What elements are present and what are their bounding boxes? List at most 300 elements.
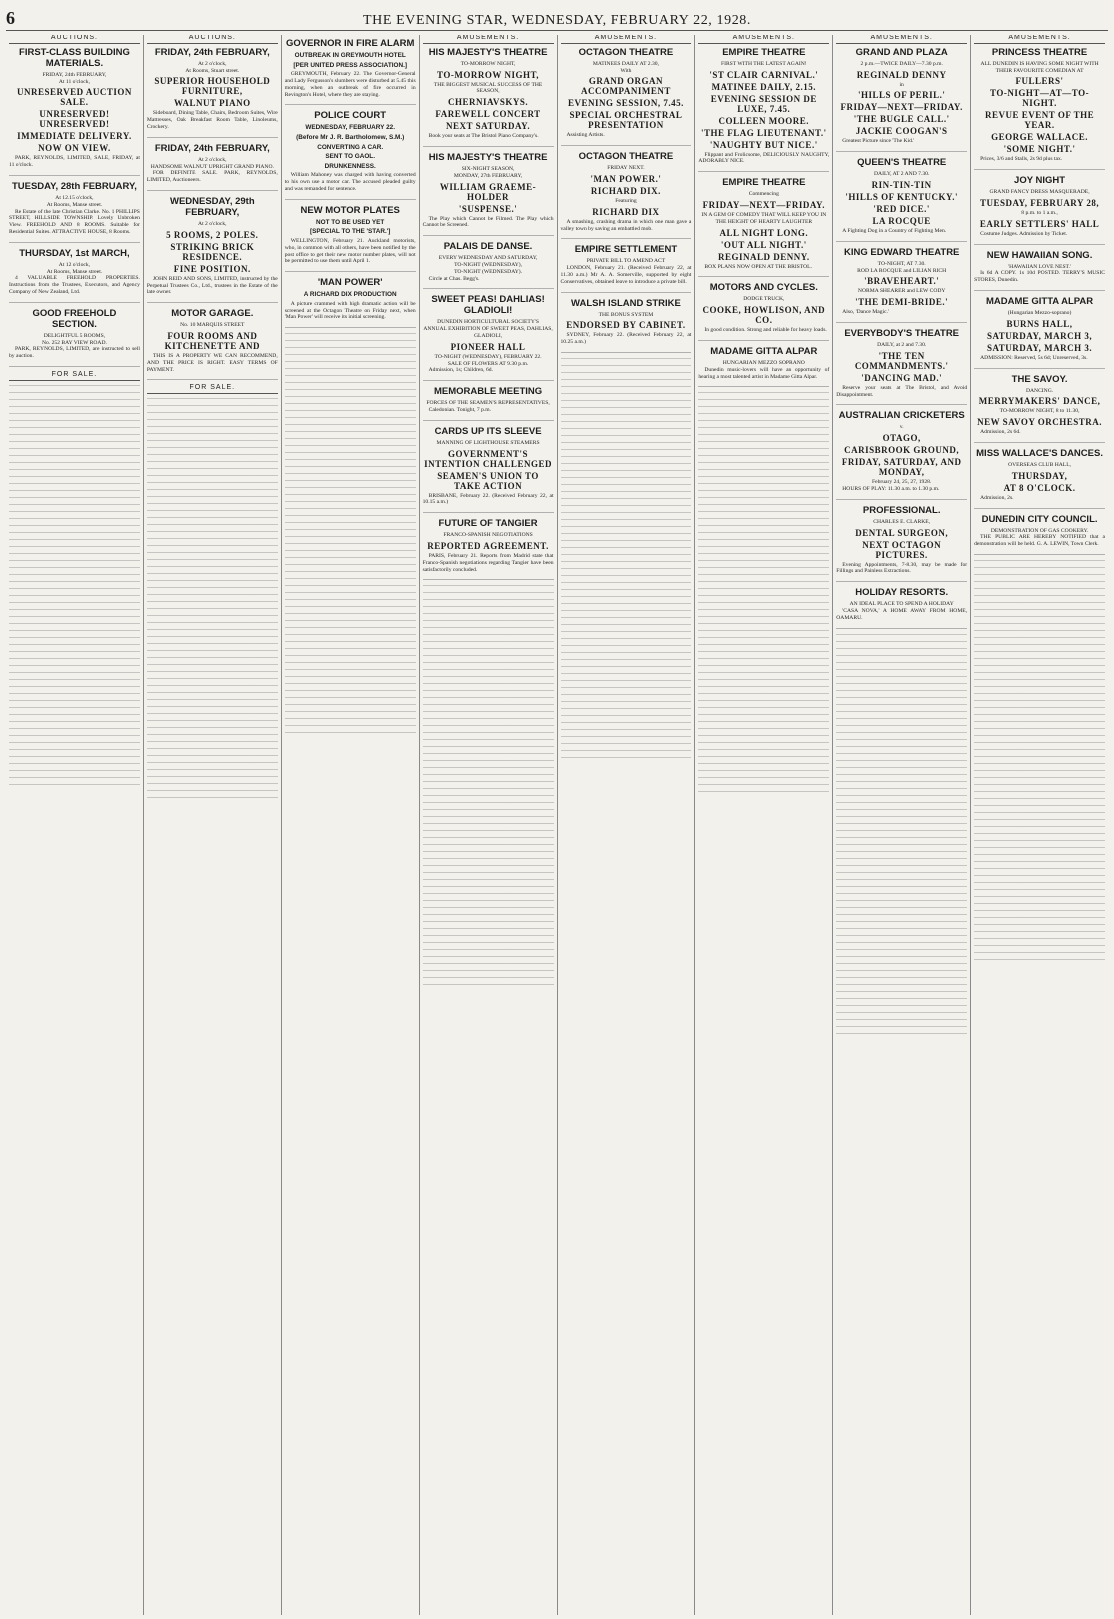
article-headline: HIS MAJESTY'S THEATRE [428, 151, 548, 163]
article [423, 241, 554, 289]
article [423, 518, 554, 580]
paragraph: Dunedin music-lovers will have an opportunity of hearing a most talented artist in Madame Gitta Alpar. [698, 366, 830, 380]
ad-line: STRIKING BRICK RESIDENCE. [170, 241, 255, 262]
article-subhead: WEDNESDAY, FEBRUARY 22. [305, 124, 395, 132]
column-text-filler [285, 333, 416, 733]
ad-line: 'THE DEMI-BRIDE.' [855, 297, 949, 308]
article-headline: THE SAVOY. [1011, 373, 1068, 385]
ad-line: THURSDAY, [1011, 470, 1068, 481]
ad-line: IN A GEM OF COMEDY THAT WILL KEEP YOU IN THE HEIGHT OF HEARTY LAUGHTER [701, 211, 827, 225]
ad-line: NEXT SATURDAY. [446, 121, 531, 132]
article-body [561, 332, 692, 346]
article-subhead: DRUNKENNESS. [324, 162, 376, 170]
paragraph: FOR DEFINITE SALE. PARK, REYNOLDS, LIMITED, Auctioneers. [146, 170, 278, 184]
article-subhead: CONVERTING A CAR. [317, 143, 384, 151]
ad-line: TO-MORROW NIGHT, [437, 69, 540, 80]
article-headline: GOVERNOR IN FIRE ALARM [285, 38, 415, 49]
paragraph: HOURS OF PLAY: 11.30 a.m. to 1.30 p.m. [842, 485, 940, 492]
article [9, 181, 140, 243]
ad-line: At 11 o'clock, [58, 78, 90, 85]
column-text-filler [423, 585, 554, 985]
ad-line: TO-NIGHT, AT 7.30. [877, 260, 926, 267]
article-body [285, 71, 416, 98]
article-headline: POLICE COURT [314, 110, 387, 122]
paragraph: PARK, REYNOLDS, LIMITED, are instructed to sell by auction. [9, 346, 140, 360]
ad-line: COOKE, HOWLISON, AND CO. [702, 305, 826, 326]
ad-line: 'THE BUGLE CALL.' [853, 114, 950, 125]
ad-line: 'OUT ALL NIGHT.' [720, 239, 807, 250]
ad-line: 'SOME NIGHT.' [1003, 144, 1076, 155]
ad-line: ALL DUNEDIN IS HAVING SOME NIGHT WITH THEIR FAVOURITE COMEDIAN AT [980, 60, 1099, 74]
paragraph: BRISBANE, February 22. (Received February 22, at 10.15 a.m.) [422, 492, 554, 506]
column-8 [971, 35, 1108, 1615]
article-body [561, 132, 692, 139]
article-headline: FRIDAY, 24th FEBRUARY, [154, 142, 270, 154]
article [836, 587, 967, 628]
article-headline: 'MAN POWER' [317, 277, 383, 289]
article-body [423, 133, 554, 140]
paragraph: BOX PLANS NOW OPEN AT THE BRISTOL. [704, 263, 812, 270]
ad-line: At 12.15 o'clock, [55, 194, 94, 201]
article [423, 47, 554, 147]
ad-line: SPECIAL ORCHESTRAL PRESENTATION [569, 110, 683, 131]
paragraph: JOHN REID AND SONS, LIMITED, instructed by the Perpetual Trustees Co., Ltd., trustees in the Estate of the late owner. [146, 275, 278, 296]
article-headline: SWEET PEAS! DAHLIAS! GLADIOLI! [431, 294, 545, 317]
article-body [561, 219, 692, 233]
article [285, 277, 416, 328]
column-5 [558, 35, 696, 1615]
paragraph: In good condition. Strong and reliable for heavy loads. [704, 327, 827, 334]
column-text-filler [836, 634, 967, 1034]
article-body [285, 238, 416, 265]
ad-line: DANCING. [1025, 387, 1054, 394]
column-header: AMUSEMENTS. [974, 35, 1105, 44]
ad-line: DAILY, AT 2 AND 7.30. [874, 171, 930, 178]
ad-line: AT 8 O'CLOCK. [1003, 482, 1076, 493]
article [698, 282, 829, 341]
article-body [974, 231, 1105, 238]
article-body [147, 110, 278, 130]
ad-line: 'DANCING MAD.' [861, 372, 943, 383]
ad-line: AN IDEAL PLACE TO SPEND A HOLIDAY [849, 601, 954, 608]
paragraph: A picture crammed with high dramatic action will be screened at the Octagon Theatre on Friday next, when 'Man Power' will receive its initial screening. [284, 300, 416, 321]
article [974, 296, 1105, 369]
ad-line: TO-NIGHT—AT—TO-NIGHT. [990, 88, 1090, 109]
article-body [9, 275, 140, 295]
paragraph: Book your seats at The Bristol Piano Company's. [428, 133, 539, 140]
ad-line: GRAND ORGAN ACCOMPANIMENT [581, 76, 671, 97]
ad-line: FORCES OF THE SEAMEN'S REPRESENTATIVES, [426, 400, 550, 407]
ad-line: DODGE TRUCK, [743, 296, 785, 303]
ad-line: NORMA SHEARER and LEW CODY [857, 288, 946, 295]
ad-line: TO-NIGHT (WEDNESDAY), FEBRUARY 22. [434, 353, 542, 360]
article-headline: EMPIRE SETTLEMENT [574, 244, 678, 256]
ad-line: 'SUSPENSE.' [458, 203, 518, 214]
paragraph: Prices, 3/6 and Stalls, 2s 9d plus tax. [980, 156, 1063, 163]
paragraph: Reserve your seats at The Bristol, and Avoid Disappointment. [836, 384, 968, 398]
article-headline: EMPIRE THEATRE [722, 46, 806, 58]
ad-line: PIONEER HALL [450, 341, 526, 352]
article-body [423, 407, 554, 414]
ad-line: 'ST CLAIR CARNIVAL.' [709, 69, 819, 80]
article [836, 328, 967, 405]
ad-line: REGINALD DENNY. [717, 251, 810, 262]
article [147, 308, 278, 380]
ad-line: WILLIAM GRAEME-HOLDER [439, 181, 537, 202]
ad-line: FINE POSITION. [173, 263, 251, 274]
article-headline: EMPIRE THEATRE [722, 177, 806, 189]
paragraph: Admission, 1s; Children, 6d. [428, 367, 493, 374]
ad-line: EVENING SESSION DE LUXE, 7.45. [710, 93, 817, 114]
ad-line: FRIDAY—NEXT—FRIDAY. [840, 102, 963, 113]
ad-line: At 2 o'clock, [198, 60, 227, 67]
paragraph: Evening Appointments, 7-8.30, may be made for Fillings and Painless Extractions. [836, 561, 968, 575]
ad-line: MERRYMAKERS' DANCE, [978, 396, 1101, 407]
article-subhead: [SPECIAL TO THE 'STAR.'] [309, 228, 391, 236]
ad-line: SALE OF FLOWERS AT 9.30 p.m. [447, 360, 529, 367]
article [836, 157, 967, 242]
article-body [974, 534, 1105, 548]
ad-line: DAILY, at 2 and 7.30. [877, 341, 927, 348]
article-headline: PALAIS DE DANSE. [443, 241, 533, 253]
article [423, 426, 554, 513]
ad-line: EVENING SESSION, 7.45. [568, 98, 684, 109]
column-header: AMUSEMENTS. [423, 35, 554, 44]
ad-line: With [620, 67, 632, 74]
article [836, 47, 967, 152]
ad-line: MANNING OF LIGHTHOUSE STEAMERS [436, 439, 540, 446]
ad-line: SATURDAY, MARCH 3. [986, 342, 1093, 353]
ad-line: No. 10 MARQUIS STREET [180, 322, 245, 329]
column-text-filler [698, 392, 829, 792]
ad-line: THE BIGGEST MUSICAL SUCCESS OF THE SEASON, [433, 81, 543, 95]
ad-line: GOVERNMENT'S INTENTION CHALLENGED [424, 448, 552, 469]
paragraph: Admission, 2s 6d. [980, 429, 1021, 436]
article-body [698, 264, 829, 271]
paragraph: Admission, 2s. [980, 494, 1014, 501]
ad-line: OVERSEAS CLUB HALL, [1008, 461, 1072, 468]
article-headline: AUSTRALIAN CRICKETERS [838, 410, 965, 422]
ad-line: TO-NIGHT (WEDNESDAY). [454, 268, 523, 275]
ad-line: MATINEES DAILY AT 2.30, [592, 60, 659, 67]
article [9, 308, 140, 367]
article [423, 294, 554, 381]
ad-line: HANDSOME WALNUT UPRIGHT GRAND PIANO. [150, 163, 274, 170]
article-body [9, 155, 140, 169]
paragraph: The Play which Cannot be Filmed. The Play which Cannot be Screened. [422, 215, 554, 229]
paragraph: Caledonian. Tonight, 7 p.m. [428, 406, 492, 413]
article-body [836, 228, 967, 235]
article-subhead: SENT TO GAOL. [325, 153, 375, 161]
article [285, 205, 416, 272]
ad-line: THE BONUS SYSTEM [598, 311, 654, 318]
ad-line: 'THE TEN COMMANDMENTS.' [854, 350, 949, 371]
ad-line: Featuring [615, 197, 637, 204]
article-body [698, 152, 829, 166]
paragraph: 4 VALUABLE FREEHOLD PROPERTIES. Instructions from the Trustees, Executors, and Agency Company of New Zealand, Ltd. [9, 275, 140, 295]
masthead [6, 8, 1108, 31]
ad-line: OTAGO, [882, 433, 921, 444]
ad-line: DENTAL SURGEON, [855, 527, 949, 538]
article [974, 250, 1105, 291]
paragraph: THIS IS A PROPERTY WE CAN RECOMMEND, AND THE PRICE IS RIGHT. EASY TERMS OF PAYMENT. [146, 352, 278, 373]
ad-line: FOUR ROOMS AND KITCHENETTE AND [164, 330, 260, 351]
ad-line: ALL NIGHT LONG. [719, 227, 809, 238]
article-body [836, 562, 967, 576]
article [147, 47, 278, 138]
column-7 [833, 35, 971, 1615]
paragraph: William Mahoney was charged with having converted to his own use a motor car. The accused pleaded guilty and was remanded for sentence. [284, 172, 416, 192]
article-headline: PRINCESS THEATRE [991, 46, 1088, 58]
article-subhead: NOT TO BE USED YET [316, 218, 385, 226]
ad-line: CHERNIAVSKYS. [448, 97, 529, 108]
column-3 [282, 35, 420, 1615]
column-2 [144, 35, 282, 1615]
ad-line: TUESDAY, FEBRUARY 28, [979, 197, 1100, 208]
article-headline: MISS WALLACE'S DANCES. [976, 447, 1103, 459]
ad-line: DEMONSTRATION OF GAS COOKERY. [990, 527, 1089, 534]
ad-line: FRIDAY, SATURDAY, AND MONDAY, [841, 457, 962, 478]
ad-line: At 2 o'clock, [198, 220, 227, 227]
article-headline: OCTAGON THEATRE [578, 46, 674, 58]
column-header: AUCTIONS. [9, 35, 140, 44]
article-body [836, 608, 967, 622]
article-body [423, 553, 554, 573]
article [561, 151, 692, 239]
ad-line: SUPERIOR HOUSEHOLD FURNITURE, [154, 76, 271, 97]
article-headline: MADAME GITTA ALPAR [710, 345, 818, 357]
article-headline: FRIDAY, 24th FEBRUARY, [154, 46, 270, 58]
ad-line: RICHARD DIX. [590, 185, 661, 196]
ad-line: CARISBROOK GROUND, [844, 445, 960, 456]
article [561, 298, 692, 353]
paragraph: Also, 'Dance Magic.' [842, 309, 890, 316]
ad-line: ANNUAL EXHIBITION OF SWEET PEAS, DAHLIAS, GLADIOLI, [423, 326, 553, 339]
paragraph: Sideboard, Dining Table, Chairs, Bedroom Suites, Wire Mattresses, Oak Breakfast Room Table, Linoleums, Crockery. [146, 110, 278, 130]
paragraph: LONDON, February 21. (Received February 22, at 11.30 a.m.) Mr A. A. Somerville, supported by eight Conservatives, obtained leave to introduce a private bill. [560, 265, 692, 285]
article-body [147, 353, 278, 373]
article-body [836, 138, 967, 145]
ad-line: At Rooms, Manse street. [46, 201, 103, 208]
ad-line: MATINEE DAILY, 2.15. [711, 81, 817, 92]
article-headline: MOTORS AND CYCLES. [709, 282, 818, 294]
article-body [836, 385, 967, 399]
article-body [285, 301, 416, 321]
article-body [974, 429, 1105, 436]
section-header: FOR SALE. [147, 385, 278, 394]
ad-line: Commencing [748, 191, 779, 198]
ad-line: JACKIE COOGAN'S [855, 126, 948, 137]
ad-line: EVERY WEDNESDAY AND SATURDAY, [438, 255, 538, 262]
article [285, 110, 416, 199]
ad-line: REGINALD DENNY [856, 69, 947, 80]
ad-line: 'RED DICE.' [873, 203, 930, 214]
column-header: AUCTIONS. [147, 35, 278, 44]
ad-line: At 12 o'clock, [58, 261, 91, 268]
paragraph: A smashing, crashing drama in which one man gave a valley town by saving an embattled mob. [560, 218, 692, 232]
article [836, 505, 967, 582]
ad-line: RIN-TIN-TIN [871, 179, 932, 190]
article-body [423, 276, 554, 283]
ad-line: NOW ON VIEW. [38, 143, 111, 154]
ad-line: IMMEDIATE DELIVERY. [17, 131, 132, 142]
ad-line: GEORGE WALLACE. [991, 132, 1088, 143]
page-title: THE EVENING STAR, WEDNESDAY, FEBRUARY 22, 1928. [363, 13, 751, 28]
article-headline: NEW HAWAIIAN SONG. [986, 249, 1093, 261]
article-headline: QUEEN'S THEATRE [857, 157, 947, 169]
ad-line: HUNGARIAN MEZZO SOPRANO [722, 359, 805, 366]
paragraph: THE PUBLIC ARE HEREBY NOTIFIED that a demonstration will be held. G. A. LEWIN, Town Clerk. [974, 534, 1105, 548]
article-headline: JOY NIGHT [1014, 175, 1066, 187]
article-body [285, 172, 416, 192]
article [698, 346, 829, 387]
ad-line: PRIVATE BILL TO AMEND ACT [586, 258, 666, 265]
ad-line: NEXT OCTAGON PICTURES. [862, 539, 942, 560]
article [974, 374, 1105, 443]
article-body [147, 276, 278, 296]
article-headline: CARDS UP ITS SLEEVE [434, 425, 542, 437]
paragraph: Circle at Chas. Begg's. [428, 275, 480, 282]
ad-line: NEW SAVOY ORCHESTRA. [977, 417, 1103, 428]
ad-line: CHARLES E. CLARKE, [873, 518, 931, 525]
paragraph: Flippant and Frolicsome, DELICIOUSLY NAUGHTY, ADORABLY NICE. [698, 151, 830, 165]
article-headline: FIRST-CLASS BUILDING MATERIALS. [19, 46, 130, 69]
ad-line: LA ROCQUE [872, 215, 931, 226]
article-headline: MOTOR GARAGE. [171, 308, 254, 320]
ad-line: UNRESERVED! UNRESERVED! [39, 109, 110, 130]
ad-line: At Rooms, Manse street. [46, 268, 103, 275]
article-headline: EVERYBODY'S THEATRE [844, 327, 960, 339]
ad-line: FRANCO-SPANISH NEGOTIATIONS [443, 532, 533, 539]
article-subhead: [PER UNITED PRESS ASSOCIATION.] [293, 61, 407, 69]
article-body [974, 355, 1105, 362]
article-headline: KING EDWARD THEATRE [843, 246, 960, 258]
column-header: AMUSEMENTS. [698, 35, 829, 44]
article [147, 143, 278, 191]
ad-line: GRAND FANCY DRESS MASQUERADE, [989, 189, 1090, 196]
ad-line: ENDORSED BY CABINET. [566, 320, 686, 331]
article [561, 47, 692, 146]
column-6 [695, 35, 833, 1615]
ad-line: DELIGHTFUL 5 ROOMS, [43, 332, 106, 339]
article-headline: NEW MOTOR PLATES [300, 204, 400, 216]
article-headline: MADAME GITTA ALPAR [985, 295, 1094, 307]
ad-line: UNRESERVED AUCTION SALE. [16, 87, 132, 108]
ad-line: 'BRAVEHEART.' [864, 276, 940, 287]
ad-line: FRIDAY NEXT. [607, 165, 645, 172]
article-body [698, 367, 829, 381]
ad-line: BURNS HALL, [1006, 318, 1073, 329]
ad-line: COLLEEN MOORE. [718, 115, 810, 126]
article-headline: WEDNESDAY, 29th FEBRUARY, [169, 195, 255, 218]
article-body [698, 327, 829, 334]
article [9, 47, 140, 176]
column-text-filler [561, 358, 692, 758]
paragraph: PARIS, February 21. Reports from Madrid state that Franco-Spanish negotiations regarding Tangier have been satisfactorily concluded. [422, 552, 554, 573]
article [9, 248, 140, 303]
column-text-filler [974, 560, 1105, 960]
article [423, 386, 554, 421]
paragraph: 'CASA NOVA,' A HOME AWAY FROM HOME, OAMARU. [836, 607, 968, 621]
article-body [9, 346, 140, 360]
article [147, 196, 278, 303]
ad-line: TO-MORROW NIGHT, 8 to 11.30, [999, 408, 1080, 415]
article-body [836, 486, 967, 493]
article-body [423, 493, 554, 507]
column-1 [6, 35, 144, 1615]
ad-line: FRIDAY, 24th FEBRUARY, [42, 71, 107, 78]
page-number: 6 [6, 8, 15, 28]
ad-line: REVUE EVENT OF THE YEAR. [985, 110, 1095, 131]
article-headline: HOLIDAY RESORTS. [855, 587, 949, 599]
ad-line: 'NAUGHTY BUT NICE.' [709, 139, 818, 150]
ad-line: TO-NIGHT (WEDNESDAY), [454, 261, 523, 268]
ad-line: 'HILLS OF KENTUCKY.' [845, 191, 958, 202]
ad-line: 8 p.m. to 1 a.m., [1021, 209, 1058, 216]
paragraph: SYDNEY, February 22. (Received February 22, at 10.25 a.m.) [560, 332, 692, 346]
article-headline: DUNEDIN CITY COUNCIL. [981, 513, 1098, 525]
article-body [974, 270, 1105, 284]
paragraph: ADMISSION: Reserved, 5s 6d; Unreserved, 3s. [980, 354, 1088, 361]
article-body [423, 216, 554, 230]
ad-line: 'HILLS OF PERIL.' [857, 90, 946, 101]
article [836, 247, 967, 323]
ad-line: REPORTED AGREEMENT. [427, 540, 549, 551]
article-subhead: OUTBREAK IN GREYMOUTH HOTEL [294, 52, 406, 59]
article-subhead: (Before Mr J. R. Bartholomew, S.M.) [296, 133, 405, 141]
columns [6, 35, 1108, 1615]
ad-line: v. [899, 424, 904, 431]
ad-line: (Hungarian Mezzo-soprano) [1007, 309, 1072, 316]
column-header: AMUSEMENTS. [561, 35, 692, 44]
ad-line: MONDAY, 27th FEBRUARY, [453, 172, 523, 179]
article-headline: GRAND AND PLAZA [855, 46, 948, 58]
article-body [836, 309, 967, 316]
article-body [974, 156, 1105, 163]
article-body [9, 209, 140, 236]
column-header: AMUSEMENTS. [836, 35, 967, 44]
ad-line: FRIDAY—NEXT—FRIDAY. [702, 199, 825, 210]
article [974, 175, 1105, 244]
ad-line: TO-MORROW NIGHT, [460, 60, 516, 67]
paragraph: WELLINGTON, February 21. Auckland motorists, who, in common with all others, have been notified by the post office to get their new motor number plates, will not be permitted to use them until April 1. [284, 237, 416, 265]
article [836, 410, 967, 499]
article-body [423, 367, 554, 374]
article-headline: OCTAGON THEATRE [578, 151, 674, 163]
article-body [974, 495, 1105, 502]
article-subhead: A RICHARD DIX PRODUCTION [303, 291, 397, 299]
paragraph: Costume Judges. Admission by Ticket. [980, 230, 1068, 237]
column-text-filler [9, 385, 140, 785]
article-headline: MEMORABLE MEETING [433, 386, 543, 398]
section-header: FOR SALE. [9, 372, 140, 381]
paragraph: Assisting Artists. [566, 132, 605, 139]
paragraph: Greatest Picture since 'The Kid.' [842, 138, 915, 145]
article [974, 514, 1105, 555]
ad-line: DUNEDIN HORTICULTURAL SOCIETY'S [437, 319, 539, 326]
article [561, 244, 692, 292]
paragraph: Is 6d A COPY. 1s 10d POSTED. TERRY'S MUSIC STORES, Dunedin. [974, 270, 1105, 284]
ad-line: ROD LA ROCQUE and LILIAN RICH [857, 267, 947, 274]
paragraph: PARK, REYNOLDS, LIMITED, SALE, FRIDAY, at 11 o'clock. [9, 155, 140, 169]
article [974, 448, 1105, 509]
article-body [147, 170, 278, 184]
ad-line: 'THE FLAG LIEUTENANT.' [701, 127, 827, 138]
ad-line: FULLERS' [1015, 76, 1064, 87]
paragraph: Re Estate of the late Christian Clarke. No. 1 PHILLIPS STREET, HILLSIDE TOWNSHIP. Lovely Unbroken View. FREEHOLD AND 8 ROOMS. Suitable for Residential Suites. ATTRACTIVE HOUSE, 8 Rooms. [9, 208, 140, 235]
article-headline: WALSH ISLAND STRIKE [571, 297, 681, 309]
paragraph: A Fighting Dog in a Country of Fighting Men. [842, 227, 947, 234]
